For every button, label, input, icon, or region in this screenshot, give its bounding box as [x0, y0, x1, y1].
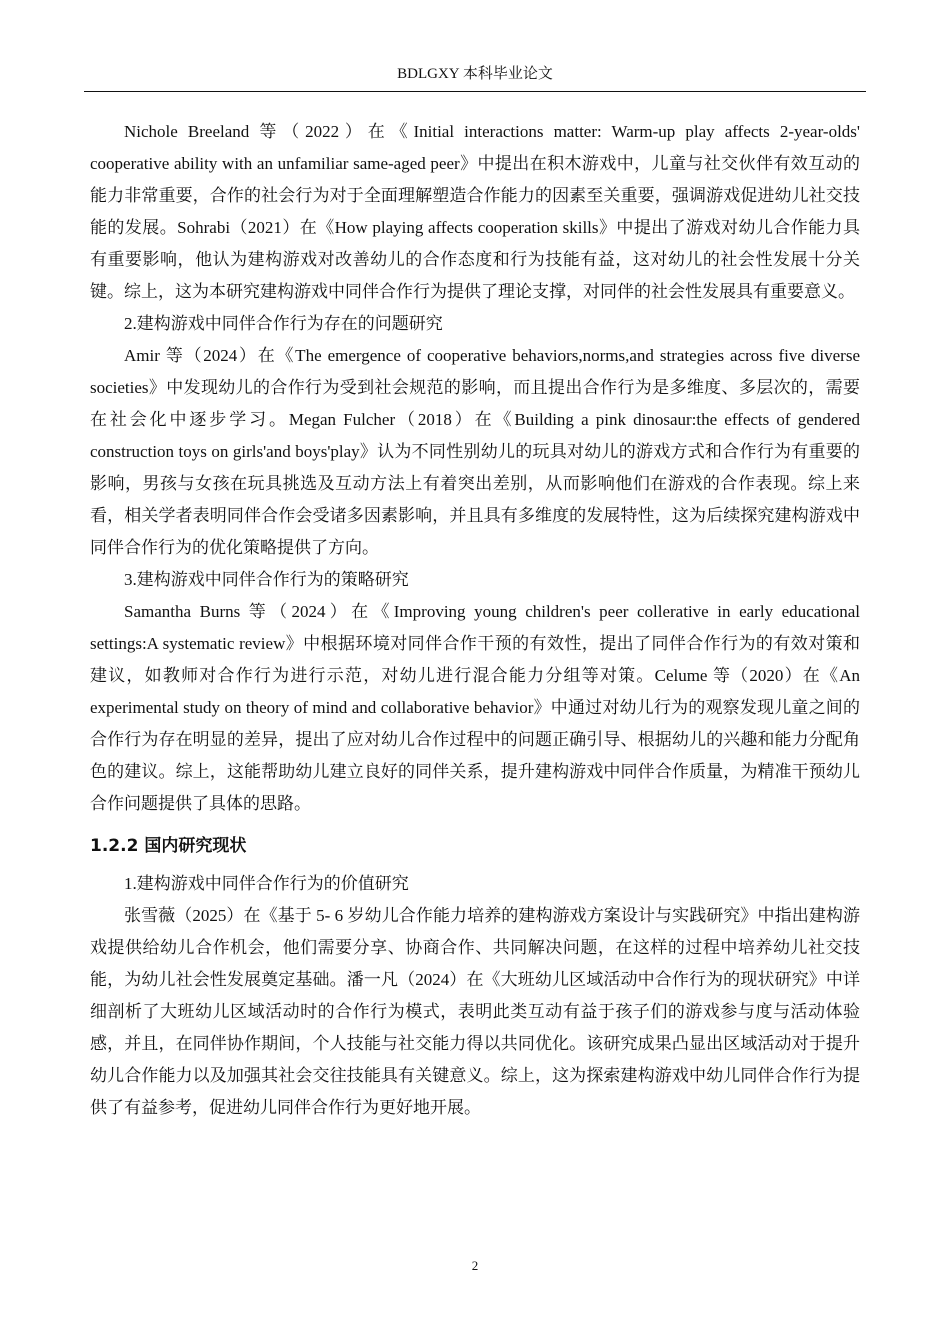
header-title: BDLGXY 本科毕业论文 [397, 66, 553, 82]
subheading: 3.建构游戏中同伴合作行为的策略研究 [124, 570, 409, 589]
paragraph: Amir 等（2024）在《The emergence of cooperative behaviors,norms,and strategies across five diverse societies》中发现幼儿的合作行为受到社会规范的影响，而且提出合作行为是多维度、多层次的，需要在社会化中逐步学习。Megan Fulcher（2018）在《Building a pink dinosaur:the effects of gendered construction toys on girls'and boys'play》认为不同性别幼儿的玩具对幼儿的游戏方式和合作行为有重要的影响，男孩与女孩在玩具挑选及互动方法上有着突出差别，从而影响他们在游戏的合作表现。综上来看，相关学者表明同伴合作会受诸多因素影响，并且具有多维度的发展特性，这为后续探究建构游戏中同伴合作行为的优化策略提供了方向。 [90, 346, 860, 557]
paragraph: 张雪薇（2025）在《基于 5- 6 岁幼儿合作能力培养的建构游戏方案设计与实践研究》中指出建构游戏提供给幼儿合作机会，他们需要分享、协商合作、共同解决问题，在这样的过程中培养幼儿社交技能，为幼儿社会性发展奠定基础。潘一凡（2024）在《大班幼儿区域活动中合作行为的现状研究》中详细剖析了大班幼儿区域活动时的合作行为模式，表明此类互动有益于孩子们的游戏参与度与活动体验感，并且，在同伴协作期间，个人技能与社交能力得以共同优化。该研究成果凸显出区域活动对于提升幼儿合作能力以及加强其社会交往技能具有关键意义。综上，这为探索建构游戏中幼儿同伴合作行为提供了有益参考，促进幼儿同伴合作行为更好地开展。 [90, 906, 860, 1117]
subheading: 1.建构游戏中同伴合作行为的价值研究 [124, 874, 409, 893]
section-heading: 1.2.2 国内研究现状 [90, 836, 247, 856]
paragraph: Samantha Burns 等（2024）在《Improving young children's peer collerative in early educational settings:A systematic review》中根据环境对同伴合作干预的有效性，提出了同伴合作行为的有效对策和建议，如教师对合作行为进行示范，对幼儿进行混合能力分组等对策。Celume 等（2020）在《An experimental study on theory of mind and collaborative behavior》中通过对幼儿行为的观察发现儿童之间的合作行为存在明显的差异，提出了应对幼儿合作过程中的问题正确引导、根据幼儿的兴趣和能力分配角色的建议。综上，这能帮助幼儿建立良好的同伴关系，提升建构游戏中同伴合作质量，为精准干预幼儿合作问题提供了具体的思路。 [90, 602, 860, 813]
main-content [90, 116, 860, 1124]
page-header [84, 64, 866, 92]
subheading: 2.建构游戏中同伴合作行为存在的问题研究 [124, 314, 443, 333]
paragraph: Nichole Breeland 等（2022）在《Initial interactions matter: Warm-up play affects 2-year-olds' cooperative ability with an unfamiliar same-aged peer》中提出在积木游戏中，儿童与社交伙伴有效互动的能力非常重要，合作的社会行为对于全面理解塑造合作能力的因素至关重要，强调游戏促进幼儿社交技能的发展。Sohrabi（2021）在《How playing affects cooperation skills》中提出了游戏对幼儿合作能力具有重要影响，他认为建构游戏对改善幼儿的合作态度和行为技能有益，这对幼儿的社会性发展十分关键。综上，这为本研究建构游戏中同伴合作行为提供了理论支撑，对同伴的社会性发展具有重要意义。 [90, 122, 860, 301]
page-number: 2 [471, 1258, 479, 1273]
